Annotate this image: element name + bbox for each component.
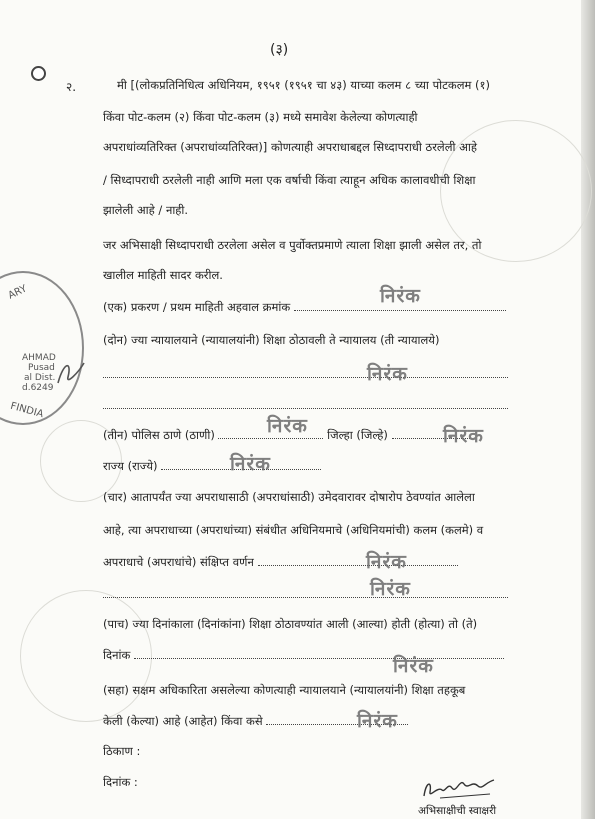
field-six-line: (सहा) सक्षम अधिकारिता असलेल्या कोणत्याही न्यायालयाने (न्यायालयांनी) शिक्षा तहकूब: [103, 683, 466, 697]
nirank-stamp: निरंक: [367, 363, 408, 385]
item-number: २.: [66, 80, 77, 94]
field-four-line: (चार) आतापर्यंत ज्या अपराधासाठी (अपराधांसाठी) उमेदवारावर दोषारोप ठेवण्यांत आलेला: [103, 490, 475, 504]
field-state: [103, 459, 321, 474]
fill-line: [103, 367, 508, 378]
field-five-line: (पाच) ज्या दिनांकाला (दिनांकांना) शिक्षा ठोठावण्यांत आली (आल्या) होती (होत्या) तो (ते): [103, 617, 478, 631]
state-label: राज्य (राज्ये): [103, 459, 158, 473]
declaration-line: किंवा पोट-कलम (२) किंवा पोट-कलम (३) मध्ये समावेश केलेल्या कोणत्याही: [103, 110, 418, 124]
declaration-line: अपराधांव्यतिरिक्त (अपराधांव्यतिरिक्त)] कोणत्याही अपराधाबद्दल सिध्दापराधी ठरलेली आहे: [103, 140, 477, 154]
notary-seal-text: Pusad: [28, 363, 55, 373]
punch-hole: [31, 66, 46, 81]
notary-seal-text: FINDIA: [9, 400, 45, 421]
field-one: [103, 300, 506, 315]
page-number: (३): [270, 42, 289, 58]
nirank-stamp: निरंक: [267, 415, 308, 437]
scan-edge: [581, 0, 595, 819]
field-five-date: [103, 648, 504, 663]
nirank-stamp: निरंक: [370, 578, 411, 600]
field-one-label: (एक) प्रकरण / प्रथम माहिती अहवाल क्रमांक: [103, 300, 291, 314]
nirank-stamp: निरंक: [357, 710, 398, 732]
nirank-stamp: निरंक: [443, 425, 484, 447]
field-two-fill: [103, 367, 508, 381]
declaration-line: झालेली आहे / नाही.: [103, 203, 189, 217]
intro-line: खालील माहिती सादर करील.: [103, 268, 223, 282]
field-four-label: अपराधाचे (अपराधांचे) संक्षिप्त वर्णन: [103, 555, 254, 569]
declaration-line: मी [(लोकप्रतिनिधित्व अधिनियम, १९५१ (१९५१ चा ४३) याच्या कलम ८ च्या पोटकलम (१): [117, 78, 490, 92]
notary-signature-mark: [54, 355, 88, 389]
fill-line: [258, 555, 458, 566]
intro-line: जर अभिसाक्षी सिध्दापराधी ठरलेला असेल व पुर्वोक्तप्रमाणे त्याला शिक्षा झाली असेल तर, तो: [103, 238, 482, 252]
notary-seal-text: d.6249: [22, 383, 54, 393]
nirank-stamp: निरंक: [380, 285, 421, 307]
place-label: ठिकाण :: [103, 744, 141, 758]
fill-line: [103, 398, 508, 409]
notary-seal-text: AHMAD: [22, 353, 56, 363]
district-label: जिल्हा (जिल्हे): [327, 428, 388, 442]
field-two-label: (दोन) ज्या न्यायालयाने (न्यायालयांनी) शिक्षा ठोठावली ते न्यायालय (ती न्यायालये): [103, 333, 440, 347]
field-four-line: आहे, त्या अपराधाच्या (अपराधांच्या) संबंधीत अधिनियमाचे (अधिनियमांची) कलम (कलमे) व: [103, 523, 484, 537]
notary-seal: [2, 265, 92, 425]
nirank-stamp: निरंक: [366, 551, 407, 573]
signature: [420, 772, 500, 802]
declaration-line: / सिध्दापराधी ठरलेली नाही आणि मला एक वर्षाची किंवा त्याहून अधिक कालावधीची शिक्षा: [103, 173, 476, 187]
notary-seal-text: ARY: [6, 283, 29, 302]
field-four-fill: [103, 587, 508, 601]
signature-label: अभिसाक्षीची स्वाक्षरी: [418, 805, 497, 817]
field-three-label: (तीन) पोलिस ठाणे (ठाणी): [103, 428, 215, 442]
field-two-fill: [103, 398, 508, 412]
nirank-stamp: निरंक: [230, 453, 271, 475]
fill-line: [103, 587, 508, 598]
nirank-stamp: निरंक: [393, 655, 434, 677]
date-label: दिनांक :: [103, 775, 138, 789]
field-six-label: केली (केल्या) आहे (आहेत) किंवा कसे: [103, 714, 263, 728]
notary-seal-text: al Dist.: [24, 373, 56, 383]
fill-line: [134, 648, 504, 659]
field-five-label: दिनांक: [103, 648, 131, 662]
